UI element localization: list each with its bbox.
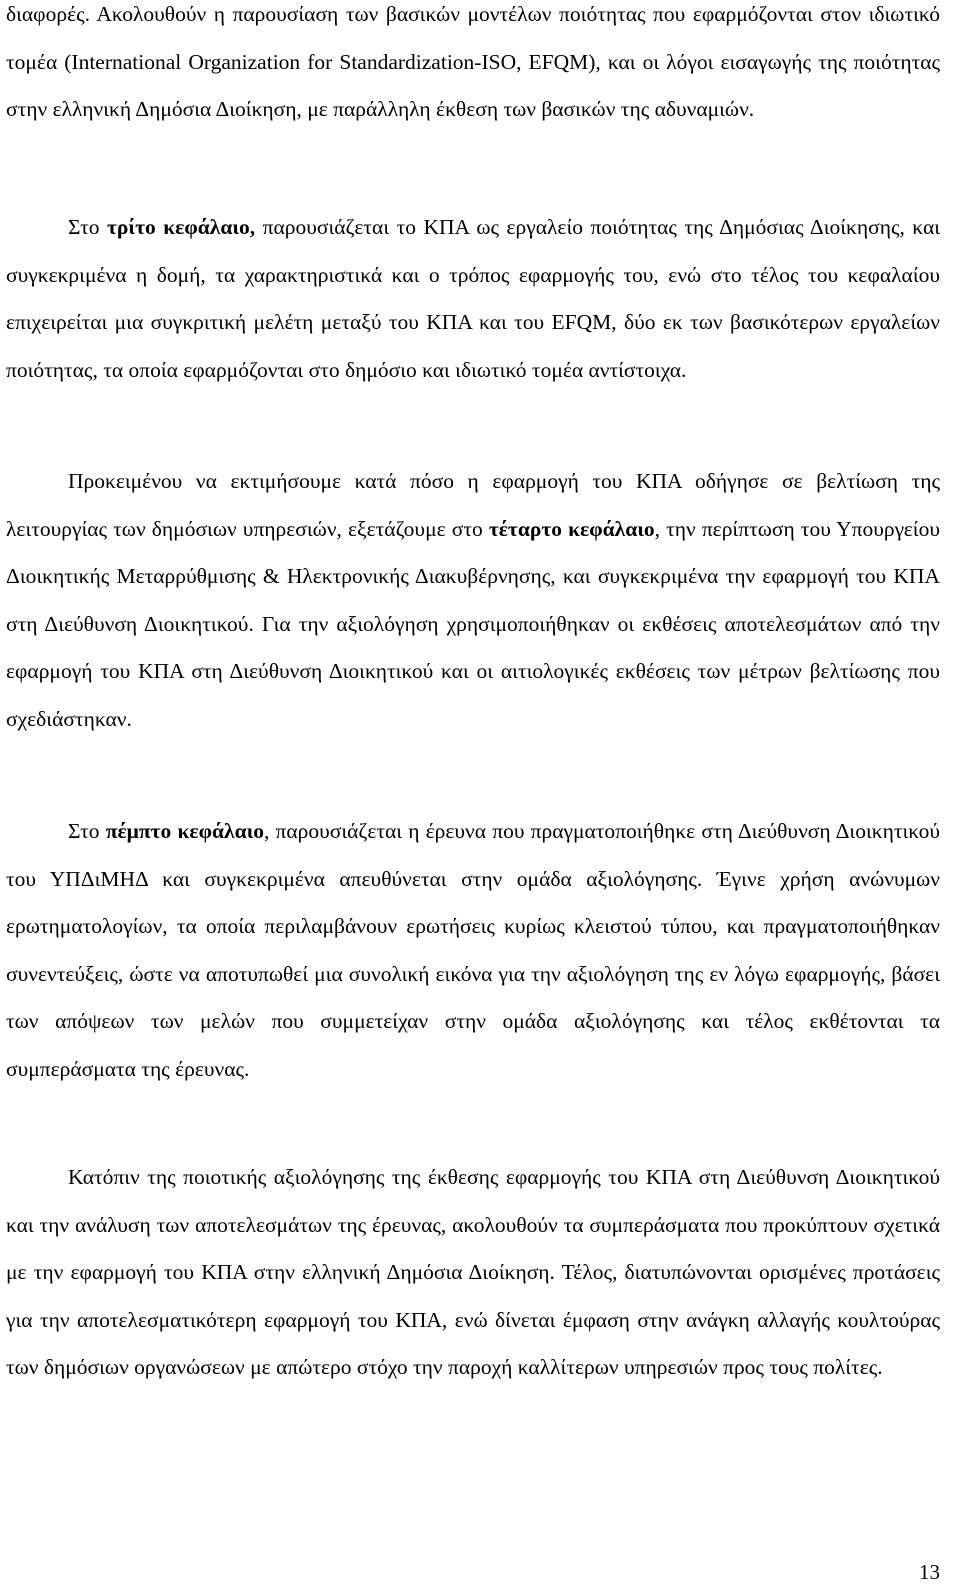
page-number: 13 — [919, 1560, 940, 1584]
paragraph-intro-continuation — [6, 0, 940, 134]
paragraph-text-after: παρουσιάζεται το ΚΠΑ ως εργαλείο ποιότητας της Δημόσιας Διοίκησης, και συγκεκριμένα η δομή, τα χαρακτηριστικά και ο τρόπος εφαρμογής του, ενώ στο τέλος του κεφαλαίου επιχειρείται μια συγκριτική μελέτη μεταξύ του ΚΠΑ και του EFQM, δύο εκ των βασικότερων εργαλείων ποιότητας, τα οποία εφαρμόζονται στο δημόσιο και ιδιωτικό τομέα αντίστοιχα. — [6, 215, 941, 382]
chapter-five-emphasis: πέμπτο κεφάλαιο — [105, 819, 264, 843]
paragraph-chapter-three — [6, 204, 940, 394]
chapter-three-emphasis: τρίτο κεφάλαιο, — [107, 215, 256, 239]
paragraph-text-before: Στο — [68, 215, 107, 239]
paragraph-text: Κατόπιν της ποιοτικής αξιολόγησης της έκθεσης εφαρμογής του ΚΠΑ στη Διεύθυνση Διοικητικού και την ανάλυση των αποτελεσμάτων της έρευνας, ακολουθούν τα συμπεράσματα που προκύπτουν σχετικά με την εφαρμογή του ΚΠΑ στην ελληνική Δημόσια Διοίκηση. Τέλος, διατυπώνονται ορισμένες προτάσεις για την αποτελεσματικότερη εφαρμογή του ΚΠΑ, ενώ δίνεται έμφαση στην ανάγκη αλλαγής κουλτούρας των δημόσιων οργανώσεων με απώτερο στόχο την παροχή καλλίτερων υπηρεσιών προς τους πολίτες. — [6, 1165, 940, 1379]
chapter-four-emphasis: τέταρτο κεφάλαιο — [488, 516, 655, 541]
paragraph-text-before: Προκειμένου να εκτιμήσουμε κατά πόσο η εφαρμογή του ΚΠΑ οδήγησε σε βελτίωση της λειτουργίας των δημόσιων υπηρεσιών, εξετάζουμε στο — [6, 469, 940, 541]
paragraph-conclusions — [6, 1154, 940, 1392]
paragraph-text-before: Στο — [68, 819, 106, 843]
paragraph-chapter-five — [6, 808, 940, 1093]
paragraph-text-after: , παρουσιάζεται η έρευνα που πραγματοποιήθηκε στη Διεύθυνση Διοικητικού του ΥΠΔιΜΗΔ και συγκεκριμένα απευθύνεται στην ομάδα αξιολόγησης. Έγινε χρήση ανώνυμων ερωτηματολογίων, τα οποία περιλαμβάνουν ερωτήσεις κυρίως κλειστού τύπου, και πραγματοποιήθηκαν συνεντεύξεις, ώστε να αποτυπωθεί μια συνολική εικόνα για την αξιολόγηση της εν λόγω εφαρμογής, βάσει των απόψεων των μελών που συμμετείχαν στην ομάδα αξιολόγησης και τέλος εκθέτονται τα συμπεράσματα της έρευνας. — [6, 819, 941, 1081]
paragraph-chapter-four — [6, 458, 940, 743]
paragraph-text: διαφορές. Ακολουθούν η παρουσίαση των βασικών μοντέλων ποιότητας που εφαρμόζονται στον ιδιωτικό τομέα (International Organization for Standardization-ISO, EFQM), και οι λόγοι εισαγωγής της ποιότητας στην ελληνική Δημόσια Διοίκηση, με παράλληλη έκθεση των βασικών της αδυναμιών. — [6, 2, 940, 121]
paragraph-text-after: , την περίπτωση του Υπουργείου Διοικητικής Μεταρρύθμισης & Ηλεκτρονικής Διακυβέρνησης, και συγκεκριμένα την εφαρμογή του ΚΠΑ στη Διεύθυνση Διοικητικού. Για την αξιολόγηση χρησιμοποιήθηκαν οι εκθέσεις αποτελεσμάτων από την εφαρμογή του ΚΠΑ στη Διεύθυνση Διοικητικού και οι αιτιολογικές εκθέσεις των μέτρων βελτίωσης που σχεδιάστηκαν. — [6, 516, 940, 731]
